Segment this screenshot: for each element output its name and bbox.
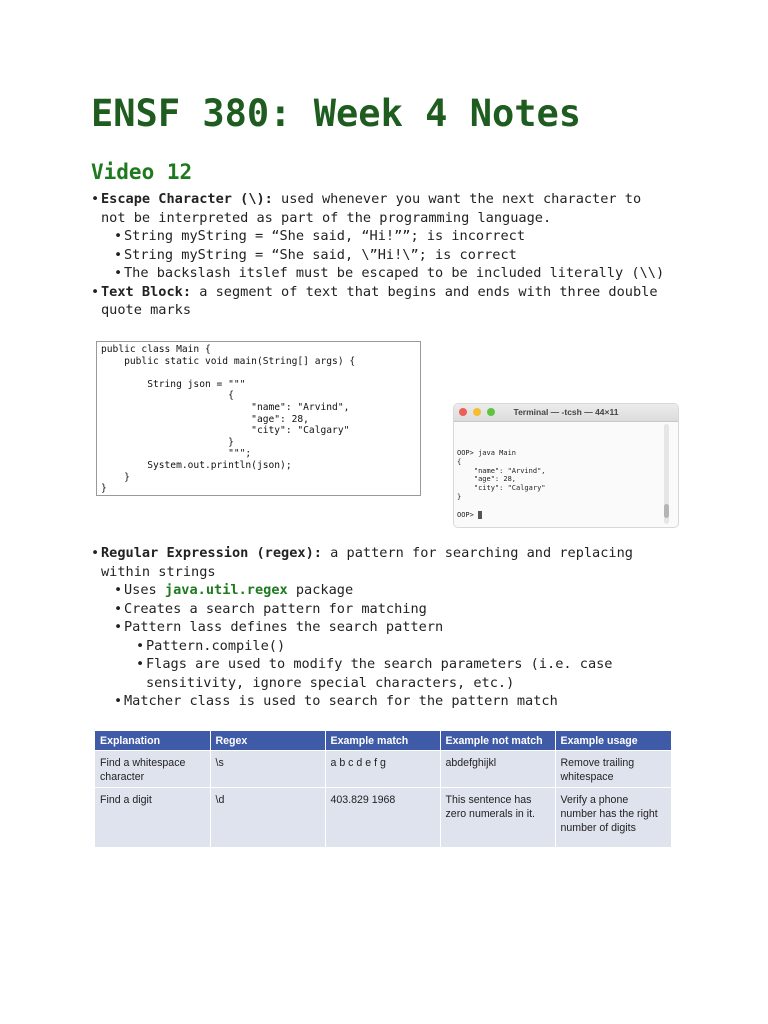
text-block-item	[91, 283, 691, 320]
section-title: Video 12	[91, 160, 193, 184]
table-cell: \d	[210, 788, 325, 848]
escape-desc: used whenever you want the next character to	[272, 191, 642, 207]
escape-desc-line2: not be interpreted as part of the programming language.	[101, 209, 552, 226]
table-cell: Find a digit	[95, 788, 210, 848]
terminal-title-bar	[454, 404, 678, 422]
code-line: System.out.println(json);	[101, 459, 292, 471]
flags-line2: sensitivity, ignore special characters, etc.)	[146, 674, 515, 691]
notes-escape-textblock	[91, 190, 691, 320]
column-header: Regex	[210, 731, 325, 751]
code-line	[101, 367, 420, 379]
terminal-line: {	[457, 457, 462, 466]
code-line: String json = """	[101, 378, 246, 390]
regex-flags	[136, 655, 691, 692]
text-block-desc-line2: quote marks	[101, 302, 192, 318]
terminal-line: "age": 28,	[457, 475, 517, 484]
code-line: }	[101, 483, 107, 495]
terminal-line	[457, 431, 678, 440]
regex-creates-pattern: • Creates a search pattern for matching	[114, 600, 691, 619]
code-line: public class Main {	[101, 344, 211, 355]
terminal-line	[457, 440, 678, 449]
regex-examples-table	[95, 731, 672, 847]
escape-example-correct: • String myString = “She said, \”Hi!\”; is correct	[114, 246, 691, 265]
table-cell: a b c d e f g	[325, 751, 440, 788]
terminal-window	[453, 403, 679, 528]
regex-desc: a pattern for searching and replacing	[321, 545, 633, 561]
code-line: "city": "Calgary"	[101, 425, 350, 437]
terminal-line: OOP> java Main	[457, 448, 517, 457]
code-line: }	[101, 471, 130, 483]
table-row	[95, 751, 671, 788]
regex-pattern-class: • Pattern lass defines the search pattern	[114, 618, 691, 637]
notes-regex	[91, 544, 691, 711]
text-block-term: Text Block:	[101, 283, 192, 300]
code-line: """;	[101, 448, 252, 460]
table-cell: Find a whitespace character	[95, 751, 210, 788]
table-cell: Verify a phone number has the right number of digits	[555, 788, 671, 848]
uses-suffix: package	[287, 582, 354, 598]
table-cell: abdefghijkl	[440, 751, 555, 788]
terminal-line: "city": "Calgary"	[457, 484, 546, 493]
regex-desc-line2: within strings	[101, 563, 216, 580]
terminal-text	[454, 422, 678, 520]
terminal-line: }	[457, 493, 462, 502]
regex-matcher-class: • Matcher class is used to search for the pattern match	[114, 692, 691, 711]
pattern-compile: • Pattern.compile()	[136, 637, 691, 656]
terminal-output	[454, 422, 678, 520]
escape-term: Escape Character (\):	[101, 191, 273, 207]
terminal-line	[457, 502, 678, 511]
terminal-line: OOP>	[457, 511, 678, 520]
table-header-row	[95, 731, 671, 751]
table-cell: \s	[210, 751, 325, 788]
package-name: java.util.regex	[164, 582, 288, 598]
escape-example-incorrect: • String myString = “She said, “Hi!””; is incorrect	[114, 227, 691, 246]
column-header: Example match	[325, 731, 440, 751]
escape-backslash-note: • The backslash itslef must be escaped to be included literally (\\)	[114, 264, 691, 283]
cursor-icon	[478, 511, 482, 519]
table-cell: 403.829 1968	[325, 788, 440, 848]
code-line: "name": "Arvind",	[101, 401, 350, 413]
code-line: }	[101, 436, 234, 448]
terminal-title: Terminal — -tcsh — 44×11	[513, 407, 619, 417]
regex-item	[91, 544, 691, 581]
terminal-line: "name": "Arvind",	[457, 466, 546, 475]
java-code	[97, 342, 420, 495]
code-line: public static void main(String[] args) {	[101, 355, 356, 367]
terminal-line	[457, 422, 678, 431]
uses-prefix: Uses	[124, 582, 165, 598]
table-cell: This sentence has zero numerals in it.	[440, 788, 555, 848]
text-block-desc: a segment of text that begins and ends with three double	[191, 283, 658, 300]
java-code-screenshot	[96, 341, 421, 496]
flags-line1: Flags are used to modify the search parameters (i.e. case	[146, 656, 613, 672]
regex-uses-package	[114, 581, 691, 600]
table-row	[95, 788, 671, 848]
column-header: Example usage	[555, 731, 671, 751]
escape-character-item	[91, 190, 691, 227]
page-title: ENSF 380: Week 4 Notes	[91, 92, 582, 135]
code-line: {	[101, 390, 234, 402]
column-header: Explanation	[95, 731, 210, 751]
table-cell: Remove trailing whitespace	[555, 751, 671, 788]
terminal-scrollbar-thumb	[664, 504, 669, 518]
column-header: Example not match	[440, 731, 555, 751]
regex-term: Regular Expression (regex):	[101, 545, 322, 561]
code-line: "age": 28,	[101, 413, 309, 425]
